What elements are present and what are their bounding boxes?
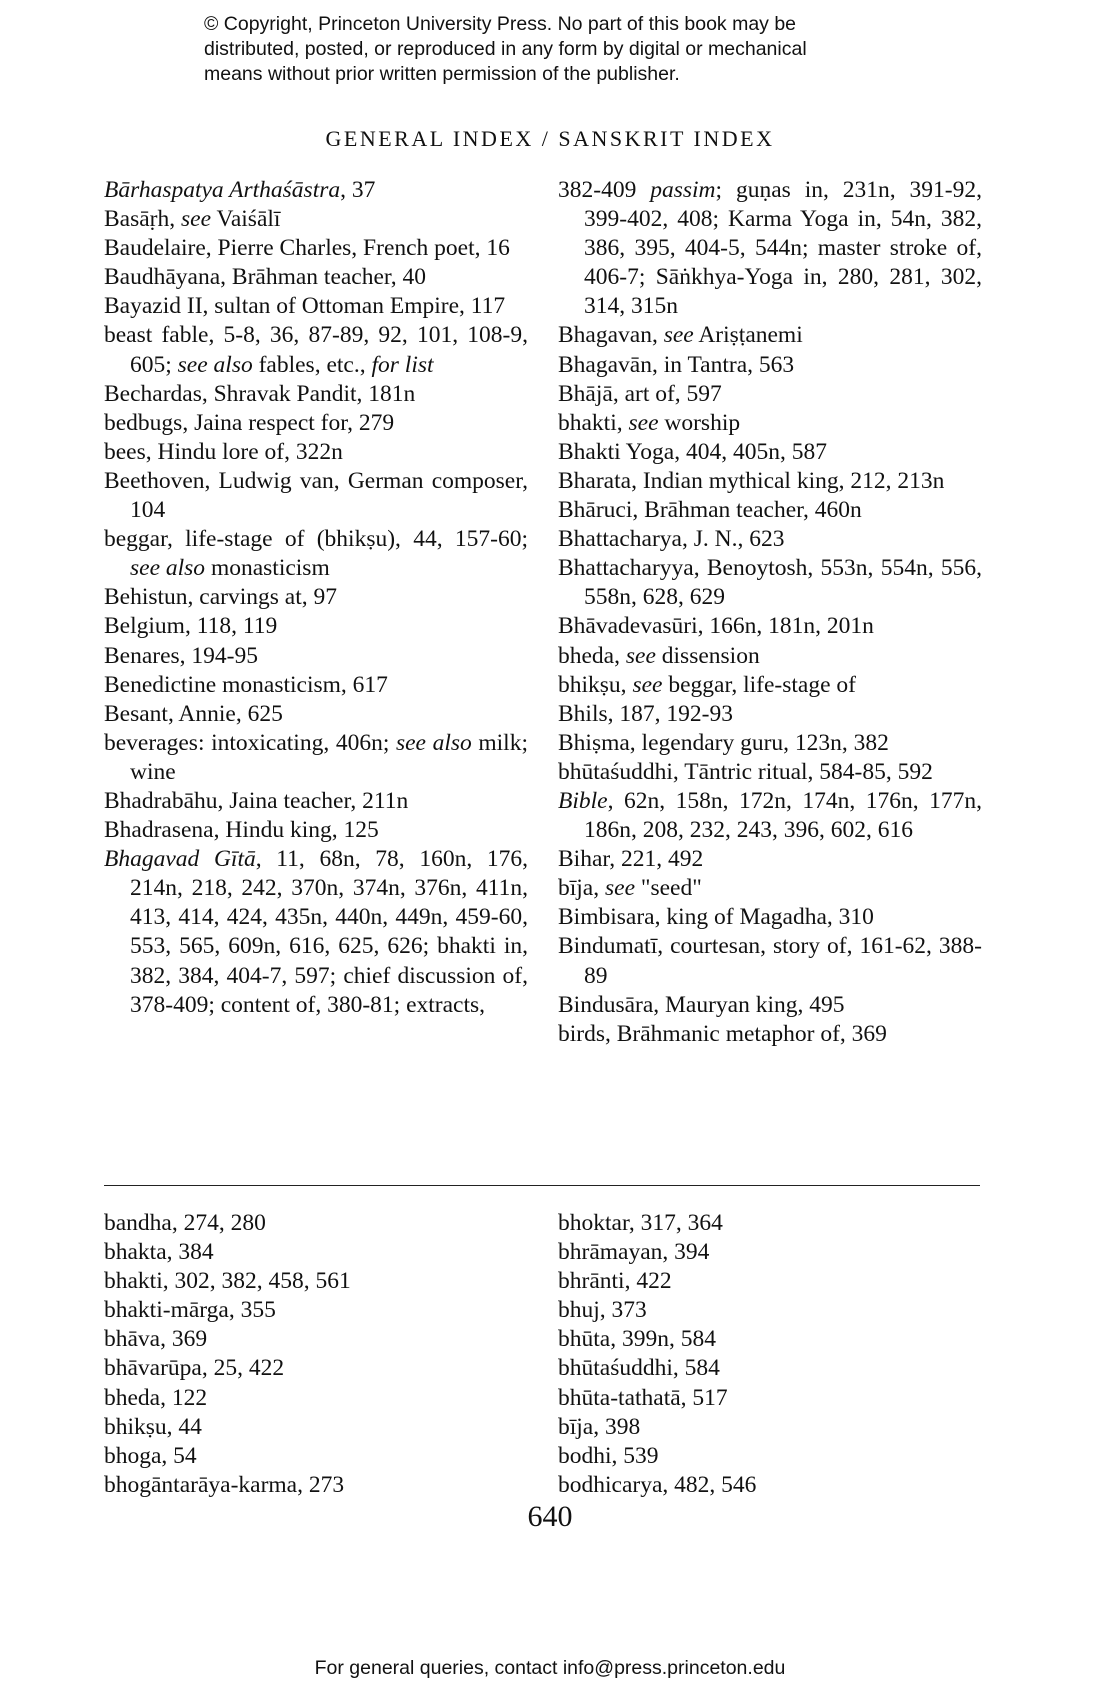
copyright-line-2: distributed, posted, or reproduced in any form by digital or mechanical — [204, 38, 807, 60]
index-entry: Baudhāyana, Brāhman teacher, 40 — [104, 264, 427, 291]
index-entry: bhrāmayan, 394 — [558, 1239, 710, 1266]
index-entry: Beethoven, Ludwig van, German composer, 104 — [104, 467, 528, 524]
index-entry: bhakta, 384 — [104, 1239, 214, 1266]
index-entry: 382-409 passim; guṇas in, 231n, 391-92, 399-402, 408; Karma Yoga in, 54n, 382, 386, 395, 404-5, 544n; master stroke of, 406-7; Sāṅkhya-Yoga in, 280, 281, 302, 314, 315n — [558, 177, 982, 320]
index-entry: Bhagavān, in Tantra, 563 — [558, 351, 795, 378]
index-entry: bhrānti, 422 — [558, 1268, 672, 1295]
index-entry: beverages: intoxicating, 406n; see also milk; wine — [104, 729, 528, 785]
index-entry: Bhils, 187, 192-93 — [558, 700, 733, 727]
index-entry: Bimbisara, king of Magadha, 310 — [558, 904, 874, 931]
copyright-line-1: © Copyright, Princeton University Press. No part of this book may be — [204, 13, 797, 35]
index-entry: Bhagavad Gītā, 11, 68n, 78, 160n, 176, 214n, 218, 242, 370n, 374n, 376n, 411n, 413, 414, 424, 435n, 440n, 449n, 459-60, 553, 565, 609n, 616, 625, 626; bhakti in, 382, 384, 404-7, 597; chief discussion of, 378-409; content of, 380-81; extracts, — [104, 846, 528, 1018]
index-entry: Bharata, Indian mythical king, 212, 213n — [558, 467, 945, 494]
index-entry: bhūta, 399n, 584 — [558, 1326, 716, 1353]
index-entry: Basāṛh, see Vaiśālī — [104, 206, 281, 233]
index-entry: bhakti-mārga, 355 — [104, 1297, 276, 1324]
general-index-right-column — [558, 176, 982, 1049]
index-entry: bhuj, 373 — [558, 1297, 647, 1324]
index-entry: bees, Hindu lore of, 322n — [104, 438, 343, 465]
index-entry: bīja, 398 — [558, 1413, 641, 1440]
index-entry: Benares, 194-95 — [104, 642, 259, 669]
index-entry: Bhadrasena, Hindu king, 125 — [104, 817, 379, 844]
index-entry: bedbugs, Jaina respect for, 279 — [104, 409, 395, 436]
footer-contact: For general queries, contact info@press.princeton.edu — [314, 1657, 786, 1679]
index-entry: Bible, 62n, 158n, 172n, 174n, 176n, 177n, 186n, 208, 232, 243, 396, 602, 616 — [558, 787, 982, 844]
index-entry: bhikṣu, 44 — [104, 1413, 202, 1440]
index-entry: bhāva, 369 — [104, 1326, 208, 1353]
index-entry: bheda, see dissension — [558, 642, 760, 669]
running-header: GENERAL INDEX / SANSKRIT INDEX — [325, 126, 775, 151]
index-entry: bheda, 122 — [104, 1384, 208, 1411]
index-entry: Bhadrabāhu, Jaina teacher, 211n — [104, 787, 409, 814]
sanskrit-index-right-column — [558, 1209, 982, 1500]
index-entry: Bhattacharya, J. N., 623 — [558, 526, 785, 553]
index-entry: Behistun, carvings at, 97 — [104, 584, 338, 611]
index-entry: bhāvarūpa, 25, 422 — [104, 1355, 285, 1382]
index-entry: Bhattacharyya, Benoytosh, 553n, 554n, 556, 558n, 628, 629 — [558, 555, 982, 611]
index-entry: birds, Brāhmanic metaphor of, 369 — [558, 1020, 887, 1047]
index-entry: bhakti, 302, 382, 458, 561 — [104, 1268, 351, 1295]
index-entry: Bihar, 221, 492 — [558, 846, 704, 873]
index-entry: bhogāntarāya-karma, 273 — [104, 1471, 345, 1498]
page-number: 640 — [527, 1500, 573, 1533]
index-entry: Bindusāra, Mauryan king, 495 — [558, 991, 845, 1018]
index-entry: Bhāvadevasūri, 166n, 181n, 201n — [558, 613, 874, 640]
index-entry: bodhicarya, 482, 546 — [558, 1471, 757, 1498]
index-entry: Bhāruci, Brāhman teacher, 460n — [558, 497, 862, 524]
index-entry: bhakti, see worship — [558, 409, 741, 436]
index-entry: bīja, see "seed" — [558, 875, 702, 902]
index-entry: Bindumatī, courtesan, story of, 161-62, 388-89 — [558, 933, 982, 989]
copyright-line-3: means without prior written permission of the publisher. — [204, 63, 680, 85]
index-entry: bhoga, 54 — [104, 1442, 197, 1469]
index-entry: Bhagavan, see Ariṣṭanemi — [558, 322, 803, 349]
index-entry: bhūtaśuddhi, 584 — [558, 1355, 720, 1382]
copyright-notice — [0, 12, 1100, 87]
section-divider — [104, 1185, 980, 1186]
index-entry: beast fable, 5-8, 36, 87-89, 92, 101, 108-9, 605; see also fables, etc., for list — [104, 322, 528, 378]
index-entry: Belgium, 118, 119 — [104, 613, 278, 640]
index-entry: Benedictine monasticism, 617 — [104, 671, 388, 698]
index-entry: Bārhaspatya Arthaśāstra, 37 — [104, 177, 376, 203]
index-entry: Baudelaire, Pierre Charles, French poet, 16 — [104, 235, 510, 262]
index-entry: bhūta-tathatā, 517 — [558, 1384, 728, 1411]
index-entry: beggar, life-stage of (bhikṣu), 44, 157-60; see also monasticism — [104, 526, 528, 582]
index-entry: bhikṣu, see beggar, life-stage of — [558, 671, 856, 698]
index-entry: bandha, 274, 280 — [104, 1210, 266, 1236]
index-entry: Besant, Annie, 625 — [104, 700, 283, 727]
sanskrit-index-left-column — [104, 1209, 528, 1500]
index-entry: Bhājā, art of, 597 — [558, 380, 722, 407]
index-entry: Bhiṣma, legendary guru, 123n, 382 — [558, 729, 889, 756]
index-entry: bhoktar, 317, 364 — [558, 1210, 723, 1236]
index-entry: Bechardas, Shravak Pandit, 181n — [104, 380, 416, 407]
index-entry: bhūtaśuddhi, Tāntric ritual, 584-85, 592 — [558, 758, 933, 785]
index-entry: Bhakti Yoga, 404, 405n, 587 — [558, 438, 827, 465]
general-index-left-column — [104, 176, 528, 1020]
index-entry: Bayazid II, sultan of Ottoman Empire, 117 — [104, 293, 506, 320]
index-entry: bodhi, 539 — [558, 1442, 659, 1469]
